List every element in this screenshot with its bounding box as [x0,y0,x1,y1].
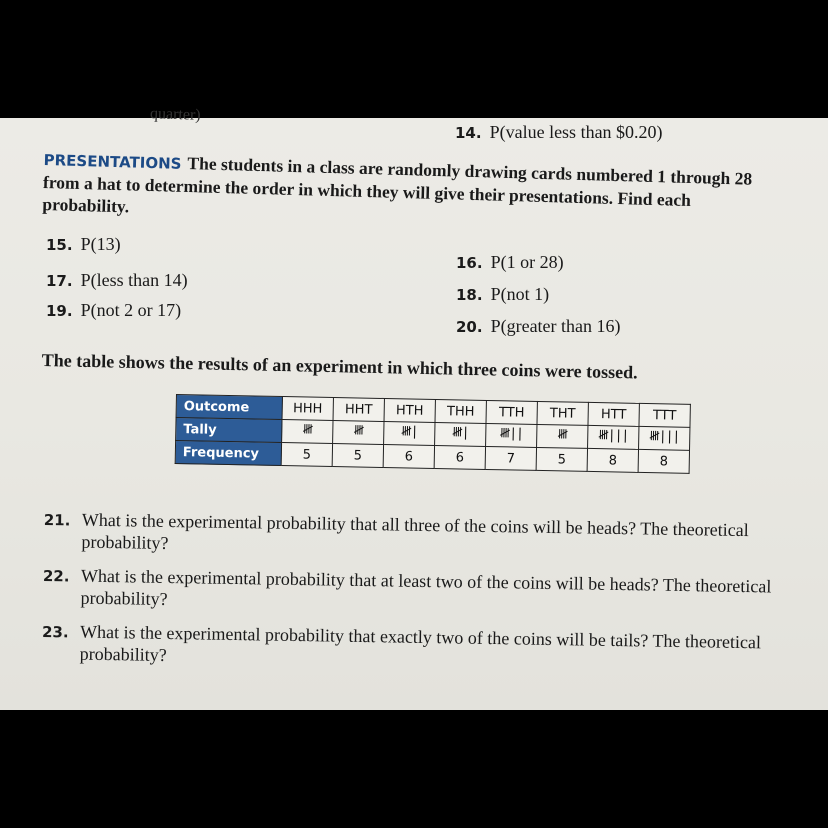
row-header-tally: Tally [176,418,282,443]
exercise-text: P(value less than $0.20) [489,122,663,142]
question-text: What is the experimental probability that at least two of the coins will be heads? The theoretical probability? [80,565,772,609]
question-number: 21. [43,510,71,530]
coin-toss-table [175,394,691,474]
presentations-paragraph [42,148,764,235]
exercise-number: 15. [46,236,73,254]
row-header-frequency: Frequency [175,441,281,466]
presentations-label: PRESENTATIONS [43,150,182,173]
frequency-cell: 8 [587,448,638,472]
exercise-number: 16. [456,254,483,272]
exercise-number: 18. [456,286,483,304]
outcome-cell: TTT [639,403,690,427]
tally-cell: 𝍸 [282,420,333,444]
exercise-text: P(not 2 or 17) [80,300,182,320]
exercise-text: P(1 or 28) [490,252,564,272]
outcome-cell: HTH [384,399,435,423]
question-list [41,508,804,688]
table-intro: The table shows the results of an experiment in which three coins were tossed. [41,350,638,383]
exercise-16 [456,252,564,273]
row-header-outcome: Outcome [176,395,282,420]
frequency-cell: 5 [332,444,383,468]
outcome-cell: THT [537,401,588,425]
question-22 [42,564,803,620]
tally-cell: 𝍸||| [588,425,639,449]
exercise-18 [456,284,549,305]
exercise-text: P(not 1) [490,284,550,304]
partial-cut-text: quarter) [149,105,201,124]
tally-cell: 𝍸| [384,421,435,445]
tally-cell: 𝍸||| [639,426,690,450]
outcome-cell: HHH [282,397,333,421]
tally-cell: 𝍸 [537,424,588,448]
exercise-15 [46,234,121,255]
frequency-cell: 6 [434,445,485,469]
frequency-cell: 5 [536,447,587,471]
frequency-cell: 6 [383,444,434,468]
textbook-page [0,105,828,710]
frequency-cell: 8 [638,449,689,473]
exercise-20 [456,316,621,337]
question-text: What is the experimental probability that all three of the coins will be heads? The theoretical probability? [81,509,749,553]
exercise-17 [46,270,188,291]
exercise-text: P(13) [80,234,121,254]
exercise-text: P(greater than 16) [490,316,621,336]
frequency-cell: 5 [281,443,332,467]
exercise-19 [46,300,181,321]
presentations-text: The students in a class are randomly drawing cards numbered 1 through 28 from a hat to determine the order in which they will give their presentations. Find each probability. [42,153,753,217]
exercise-14 [455,122,663,143]
outcome-cell: TTH [486,400,537,424]
frequency-cell: 7 [485,446,536,470]
exercise-number: 17. [46,272,73,290]
question-text: What is the experimental probability that exactly two of the coins will be tails? The theoretical probability? [79,621,762,665]
exercise-number: 20. [456,318,483,336]
question-21 [43,508,804,564]
exercise-text: P(less than 14) [80,270,188,290]
tally-cell: 𝍸| [435,422,486,446]
exercise-number: 14. [455,124,482,142]
outcome-cell: HTT [588,402,639,426]
question-23 [42,620,803,676]
outcome-cell: HHT [333,398,384,422]
question-number: 23. [41,622,69,642]
tally-cell: 𝍸|| [486,423,537,447]
outcome-cell: THH [435,399,486,423]
exercise-number: 19. [46,302,73,320]
question-number: 22. [42,566,70,586]
tally-cell: 𝍸 [333,421,384,445]
